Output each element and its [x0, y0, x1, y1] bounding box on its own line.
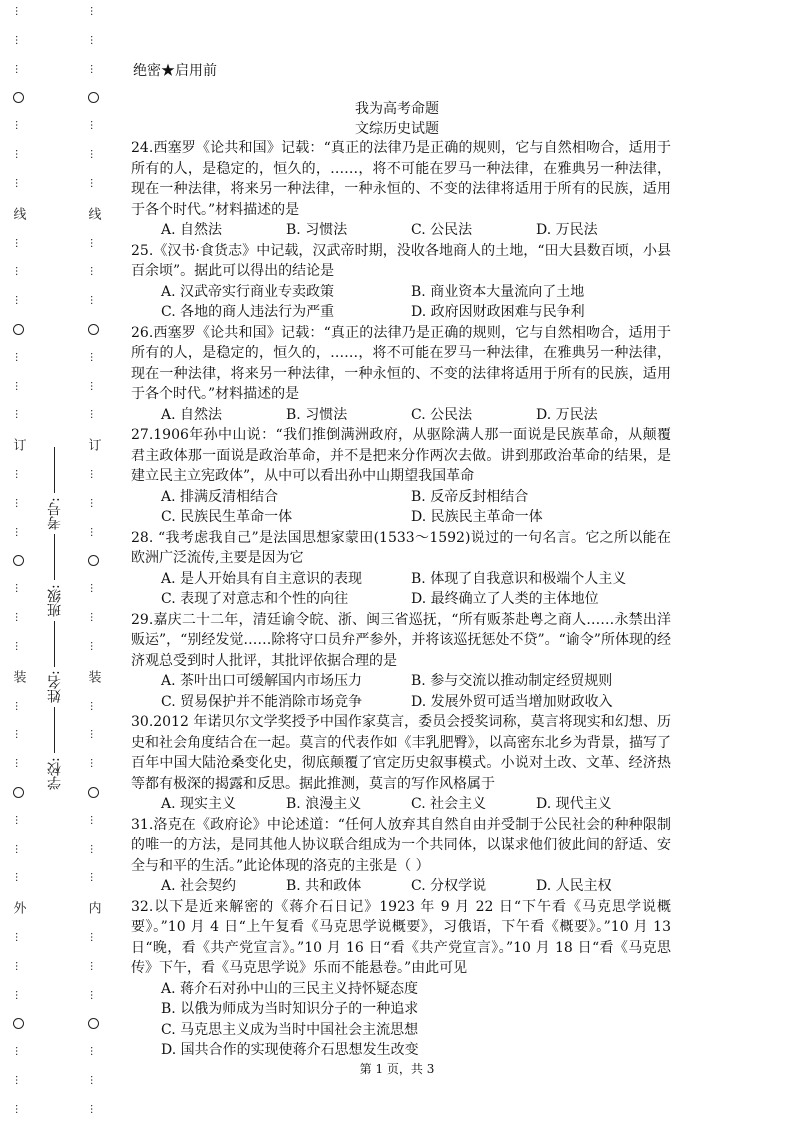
binding-dots: … — [88, 729, 99, 742]
binding-mark: 线 — [10, 206, 26, 221]
page-footer: 第 1 页，共 3 — [359, 1062, 435, 1076]
binding-dots: … — [88, 34, 99, 47]
binding-dots: … — [13, 237, 24, 250]
binding-dots: … — [13, 63, 24, 76]
question-options — [131, 876, 671, 897]
binding-circle-icon — [13, 555, 24, 566]
binding-dots: … — [13, 872, 24, 885]
binding-dots: … — [13, 1103, 24, 1116]
binding-dots: … — [88, 640, 99, 653]
question-options — [131, 282, 671, 323]
exam-number-field[interactable] — [55, 447, 56, 493]
binding-dots: … — [88, 843, 99, 856]
binding-circle-icon — [13, 324, 24, 335]
binding-dots: … — [13, 700, 24, 713]
option-b: B. 商业资本大量流向了土地 — [411, 283, 585, 300]
question-options — [131, 671, 671, 712]
binding-circle-icon — [13, 787, 24, 798]
binding-dots: … — [88, 351, 99, 364]
option-d: D. 国共合作的实现使蒋介石思想发生改变 — [161, 1042, 419, 1058]
binding-dots: … — [88, 700, 99, 713]
question-stem: 31.洛克在《政府论》中论述道：“任何人放弃其自然自由并受制于公民社会的种种限制的唯一的方法，是同其他人协议联合组成为一个共同体，以谋求他们彼此间的舒适、安全与和平的生活。”此论体现的洛克的主张是（ ） — [131, 816, 671, 874]
binding-dots: … — [88, 932, 99, 944]
binding-dots: … — [88, 469, 99, 481]
binding-dots: … — [13, 1046, 24, 1059]
binding-dots: … — [13, 149, 24, 162]
binding-dots: … — [88, 497, 99, 510]
binding-dots: … — [88, 526, 99, 539]
question-stem: 25.《汉书·食货志》中记载，汉武帝时期，没收各地商人的土地，“田大县数百顷，小县百余顷”。据此可以得出的结论是 — [131, 242, 671, 279]
option-c: C. 分权学说 — [411, 878, 487, 894]
question-list — [131, 138, 671, 1061]
binding-dots: … — [88, 872, 99, 885]
option-b: B. 参与交流以推动制定经贸规则 — [411, 673, 613, 689]
option-d: D. 政府因财政困难与民争利 — [411, 304, 585, 320]
binding-dots: … — [88, 177, 99, 190]
student-info — [40, 370, 70, 790]
binding-dots: … — [88, 583, 99, 596]
binding-mark: 外 — [10, 901, 26, 916]
binding-dots: … — [88, 6, 99, 18]
binding-dots: … — [13, 583, 24, 596]
question-options — [131, 220, 671, 241]
option-d: D. 人民主权 — [536, 878, 612, 894]
question-stem: 28. “我考虑我自己”是法国思想家蒙田(1533～1592)说过的一句名言。它之所以能在欧洲广泛流传,主要是因为它 — [131, 529, 671, 566]
question — [131, 528, 671, 610]
question-stem: 30.2012 年诺贝尔文学奖授予中国作家莫言，委员会授奖词称，莫言将现实和幻想、历史和社会角度结合在一起。莫言的代表作如《丰乳肥臀》，以高密东北乡为背景，描写了百年中国大陆沧桑变化史，彻底颠覆了官定历史叙事模式。小说对土改、文革、经济热等都有极深的揭露和反思。据此推测，莫言的写作风格属于 — [131, 714, 671, 792]
binding-circle-icon — [13, 1018, 24, 1029]
question-stem: 32.以下是近来解密的《蒋介石日记》1923 年 9 月 22 日“下午看《马克思学说概要》。”10 月 4 日“上午复看《马克思学说概要》，习俄语，下午看《概要》。”10 月 13 日“晚，看《共产党宣言》。”10 月 16 日“看《共产党宣言》。”10 月 18 日“看《马克思传》下午，看《马克思学说》乐而不能悬卷。”由此可见 — [131, 898, 671, 976]
option-a: A. 茶叶出口可缓解国内市场压力 — [161, 673, 363, 689]
binding-mark: 订 — [10, 438, 26, 453]
class-label: 班级: — [47, 583, 63, 617]
school-label: 学校: — [47, 757, 63, 790]
option-d: D. 万民法 — [536, 406, 598, 423]
binding-dots: … — [13, 814, 24, 827]
binding-dots: … — [88, 1046, 99, 1059]
option-a: A. 汉武帝实行商业专卖政策 — [161, 283, 335, 300]
option-a: A. 自然法 — [161, 406, 223, 423]
binding-dots: … — [13, 1075, 24, 1088]
option-d: D. 现代主义 — [536, 796, 612, 812]
binding-dots: … — [13, 469, 24, 481]
binding-circle-icon — [88, 1018, 99, 1029]
binding-mark: 线 — [85, 206, 101, 221]
question-stem: 27.1906年孙中山说：“我们推倒满洲政府，从驱除满人那一面说是民族革命，从颠覆君主政体那一面说是政治革命，并不是把来分作两次去做。讲到那政治革命的结果，是建立民主立宪政体”，从中可以看出孙中山期望我国革命 — [131, 427, 671, 484]
option-c: C. 马克思主义成为当时中国社会主流思想 — [161, 1021, 419, 1038]
binding-dots: … — [88, 380, 99, 393]
binding-circle-icon — [88, 555, 99, 566]
binding-mark: 装 — [10, 669, 26, 684]
option-d: D. 最终确立了人类的主体地位 — [411, 591, 599, 607]
binding-dots: … — [88, 295, 99, 308]
option-b: B. 浪漫主义 — [286, 796, 362, 812]
binding-dots: … — [13, 932, 24, 944]
binding-dots: … — [13, 960, 24, 973]
binding-dots: … — [13, 989, 24, 1002]
binding-dots: … — [88, 409, 99, 422]
paper-title: 我为高考命题 — [355, 101, 439, 117]
option-b: B. 反帝反封相结合 — [411, 488, 529, 505]
binding-dots: … — [88, 758, 99, 771]
question-options — [131, 487, 671, 528]
question-options — [131, 979, 671, 1061]
binding-dots: … — [13, 729, 24, 742]
binding-dots: … — [88, 960, 99, 973]
binding-mark: 订 — [85, 438, 101, 453]
option-a: A. 蒋介石对孙中山的三民主义持怀疑态度 — [161, 980, 419, 997]
binding-mark: 内 — [85, 901, 101, 916]
binding-dots: … — [13, 380, 24, 393]
question-stem: 26.西塞罗《论共和国》记载：“真正的法律乃是正确的规则，它与自然相吻合，适用于所有的人，是稳定的，恒久的，……，将不可能在罗马一种法律，在雅典另一种法律，现在一种法律，将来另一种法律，一种永恒的、不变的法律将适用于所有的民族，适用于各个时代。”材料描述的是 — [131, 324, 671, 402]
binding-dots: … — [88, 237, 99, 250]
option-d: D. 民族民主革命一体 — [411, 509, 543, 525]
question — [131, 425, 671, 528]
question — [131, 815, 671, 897]
exam-number-label: 考号: — [47, 497, 63, 530]
question — [131, 610, 671, 713]
binding-mark: 装 — [85, 669, 101, 684]
option-b: B. 共和政体 — [286, 878, 362, 894]
option-d: D. 万民法 — [536, 222, 598, 238]
option-c: C. 表现了对意志和个性的向往 — [161, 591, 349, 607]
question — [131, 323, 671, 426]
question-stem: 29.嘉庆二十二年，清廷谕令皖、浙、闽三省巡抚，“所有贩茶赴粤之商人……永禁出洋贩运”，“别经发觉……除将守口员弁严参外，并将该巡抚惩处不贷”。“谕令”所体现的经济观总受到时人批评，其批评依据合理的是 — [131, 611, 671, 669]
binding-dots: … — [88, 266, 99, 279]
option-c: C. 贸易保护并不能消除市场竞争 — [161, 693, 363, 710]
option-c: C. 各地的商人违法行为严重 — [161, 304, 335, 320]
class-field[interactable] — [55, 534, 56, 580]
question-stem: 24.西塞罗《论共和国》记载：“真正的法律乃是正确的规则，它与自然相吻合，适用于所有的人，是稳定的，恒久的，……，将不可能在罗马一种法律，在雅典另一种法律，现在一种法律，将来另一种法律，一种永恒的、不变的法律将适用于所有的民族，适用于各个时代。”材料描述的是 — [131, 140, 671, 218]
option-c: C. 公民法 — [411, 222, 473, 238]
binding-dots: … — [88, 1075, 99, 1088]
binding-circle-icon — [88, 324, 99, 335]
option-a: A. 自然法 — [161, 222, 223, 238]
binding-margin-outer — [8, 0, 28, 1122]
name-field[interactable] — [55, 621, 56, 667]
name-label: 姓名: — [47, 670, 63, 704]
binding-dots: … — [88, 1103, 99, 1116]
option-a: A. 社会契约 — [161, 878, 237, 894]
binding-dots: … — [13, 34, 24, 47]
binding-dots: … — [13, 640, 24, 653]
question — [131, 897, 671, 1061]
school-field[interactable] — [55, 707, 56, 753]
option-d: D. 发展外贸可适当增加财政收入 — [411, 693, 613, 710]
option-a: A. 是人开始具有自主意识的表现 — [161, 570, 363, 587]
secret-label: 绝密★启用前 — [133, 63, 217, 79]
binding-dots: … — [13, 295, 24, 308]
binding-dots: … — [13, 497, 24, 510]
binding-dots: … — [13, 843, 24, 856]
binding-dots: … — [13, 612, 24, 625]
binding-dots: … — [88, 149, 99, 162]
option-c: C. 社会主义 — [411, 796, 487, 812]
binding-dots: … — [88, 612, 99, 625]
question-options — [131, 794, 671, 815]
option-a: A. 排满反清相结合 — [161, 488, 279, 505]
binding-margin-inner — [83, 0, 103, 1122]
option-c: C. 民族民生革命一体 — [161, 509, 293, 525]
option-a: A. 现实主义 — [161, 796, 237, 812]
question-options — [131, 405, 671, 426]
question — [131, 241, 671, 323]
binding-dots: … — [13, 177, 24, 190]
binding-dots: … — [13, 409, 24, 422]
option-b: B. 体现了自我意识和极端个人主义 — [411, 570, 627, 587]
paper-subtitle: 文综历史试题 — [355, 121, 439, 137]
binding-dots: … — [88, 814, 99, 827]
binding-circle-icon — [88, 787, 99, 798]
option-b: B. 以俄为师成为当时知识分子的一种追求 — [161, 1001, 419, 1017]
binding-dots: … — [13, 758, 24, 771]
binding-dots: … — [13, 266, 24, 279]
binding-dots: … — [13, 526, 24, 539]
binding-dots: … — [13, 6, 24, 18]
binding-dots: … — [88, 63, 99, 76]
option-b: B. 习惯法 — [286, 222, 348, 238]
binding-dots: … — [88, 120, 99, 133]
question — [131, 712, 671, 815]
binding-dots: … — [13, 351, 24, 364]
question-options — [131, 569, 671, 610]
option-c: C. 公民法 — [411, 406, 473, 423]
binding-dots: … — [88, 989, 99, 1002]
option-b: B. 习惯法 — [286, 406, 348, 423]
binding-dots: … — [13, 120, 24, 133]
question — [131, 138, 671, 241]
